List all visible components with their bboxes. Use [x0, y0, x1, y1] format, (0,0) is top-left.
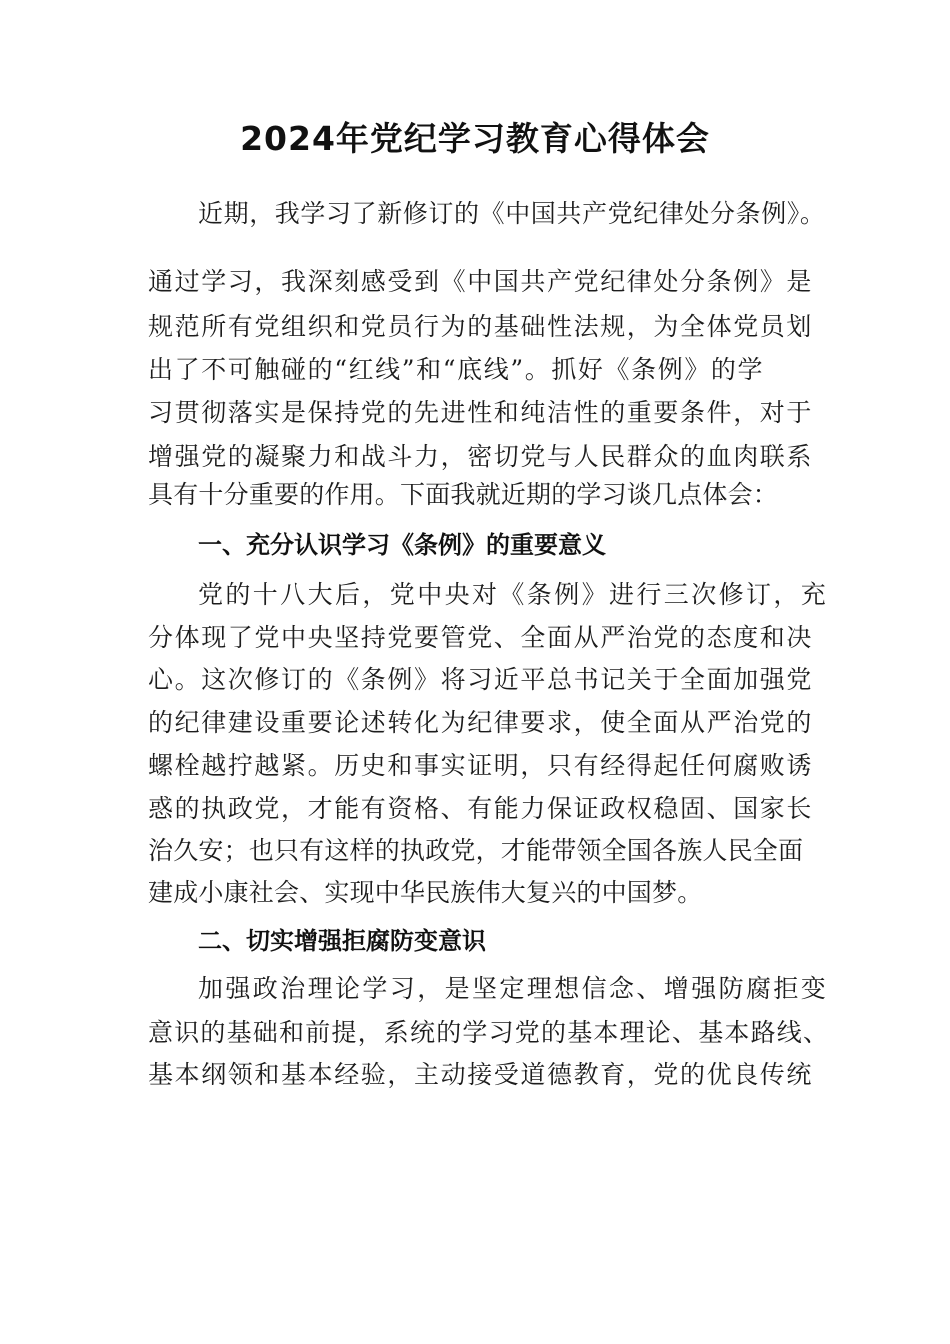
paragraph-line: 惑的执政党，才能有资格、有能力保证政权稳固、国家长 — [148, 794, 814, 823]
paragraph-line: 出了不可触碰的“红线”和“底线”。抓好《条例》的学 — [148, 355, 765, 384]
paragraph-line: 治久安；也只有这样的执政党，才能带领全国各族人民全面 — [148, 836, 804, 865]
paragraph-line: 通过学习，我深刻感受到《中国共产党纪律处分条例》是 — [148, 267, 814, 296]
section-heading: 二、切实增强拒腐防变意识 — [198, 927, 486, 955]
paragraph-line: 具有十分重要的作用。下面我就近期的学习谈几点体会： — [148, 480, 779, 509]
paragraph-line: 增强党的凝聚力和战斗力，密切党与人民群众的血肉联系 — [148, 442, 814, 471]
paragraph-line: 意识的基础和前提，系统的学习党的基本理论、基本路线、 — [148, 1018, 830, 1047]
paragraph-line: 的纪律建设重要论述转化为纪律要求，使全面从严治党的 — [148, 708, 814, 737]
paragraph-line: 分体现了党中央坚持党要管党、全面从严治党的态度和决 — [148, 623, 814, 652]
document-title: 2024年党纪学习教育心得体会 — [240, 119, 710, 158]
paragraph-line: 近期，我学习了新修订的《中国共产党纪律处分条例》。 — [198, 199, 826, 228]
paragraph-line: 心。这次修订的《条例》将习近平总书记关于全面加强党 — [148, 665, 814, 694]
paragraph-line: 螺栓越拧越紧。历史和事实证明，只有经得起任何腐败诱 — [148, 751, 814, 780]
paragraph-line: 加强政治理论学习，是坚定理想信念、增强防腐拒变 — [198, 974, 829, 1003]
section-heading: 一、充分认识学习《条例》的重要意义 — [198, 531, 606, 559]
paragraph-line: 习贯彻落实是保持党的先进性和纯洁性的重要条件，对于 — [148, 398, 814, 427]
paragraph-line: 党的十八大后，党中央对《条例》进行三次修订，充 — [198, 580, 829, 609]
paragraph-line: 规范所有党组织和党员行为的基础性法规，为全体党员划 — [148, 312, 814, 341]
paragraph-line: 基本纲领和基本经验，主动接受道德教育，党的优良传统 — [148, 1060, 814, 1089]
paragraph-line: 建成小康社会、实现中华民族伟大复兴的中国梦。 — [148, 878, 703, 907]
